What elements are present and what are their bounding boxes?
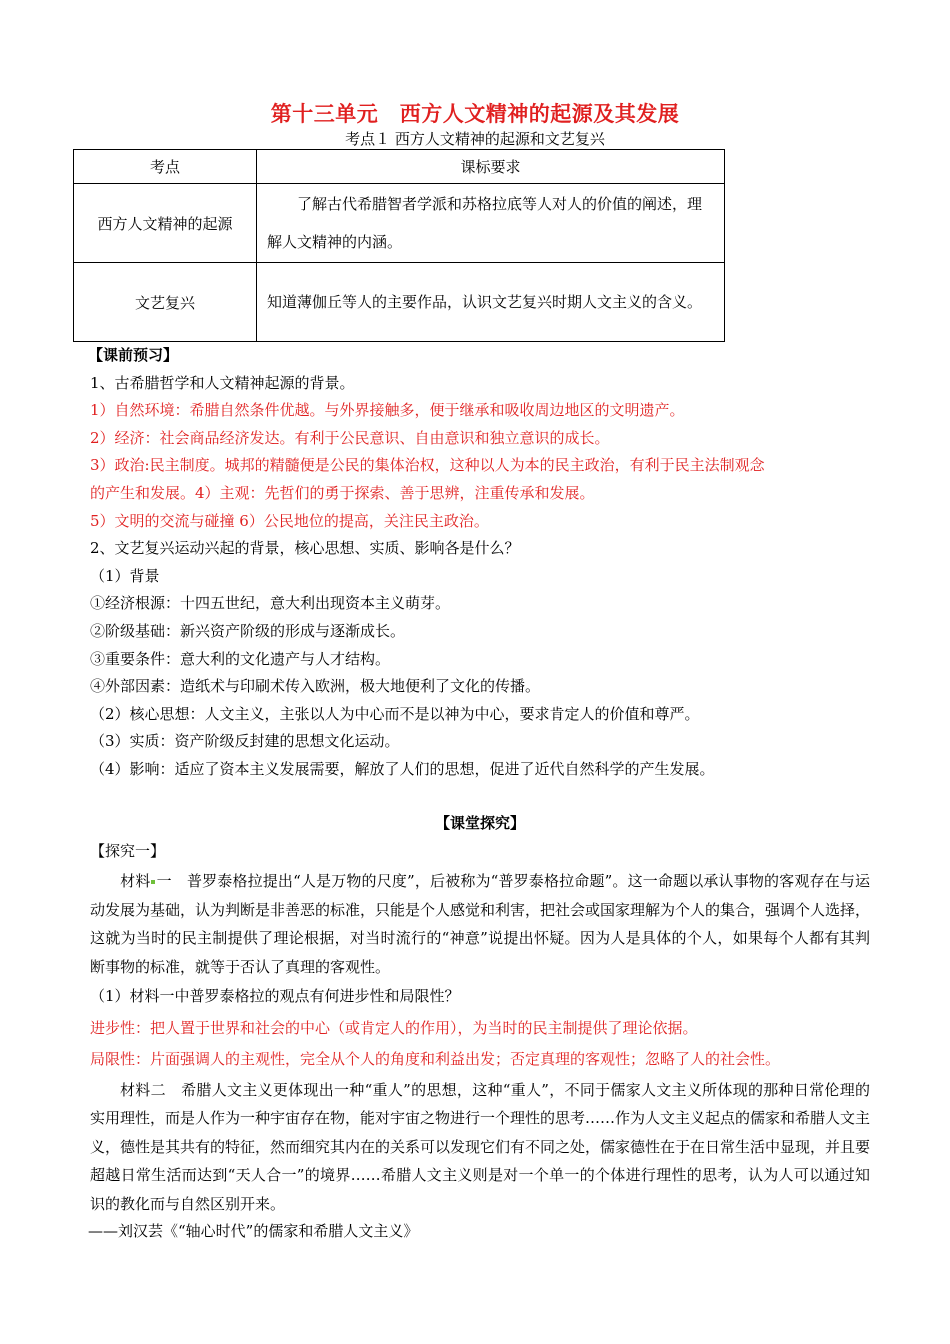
explore-question: （1）材料一中普罗泰格拉的观点有何进步性和局限性？	[90, 987, 460, 1006]
core-idea: （2）核心思想：人文主义，主张以人为中心而不是以神为中心，要求肯定人的价值和尊严。	[90, 704, 700, 723]
table-header-requirement: 课标要求	[257, 150, 725, 184]
answer-line: 3）政治:民主制度。城邦的精髓便是公民的集体治权，这种以人为本的民主政治，有利于民主法制观念	[90, 456, 765, 475]
answer-line: 1）自然环境：希腊自然条件优越。与外界接触多，便于继承和吸收周边地区的文明遗产。	[90, 401, 685, 420]
answer-limitation: 局限性：片面强调人的主观性，完全从个人的角度和利益出发；否定真理的客观性；忽略了人的社会性。	[90, 1050, 781, 1069]
table-cell-requirement: 了解古代希腊智者学派和苏格拉底等人对人的价值的阐述，理解人文精神的内涵。	[257, 184, 725, 263]
answer-line: 5）文明的交流与碰撞 6）公民地位的提高，关注民主政治。	[90, 511, 489, 530]
background-item: ④外部因素：造纸术与印刷术传入欧洲，极大地便利了文化的传播。	[90, 677, 541, 696]
preview-question-2: 2、文艺复兴运动兴起的背景，核心思想、实质、影响各是什么？	[90, 539, 520, 558]
material-1-label: 材料	[120, 872, 151, 891]
background-item: ①经济根源：十四五世纪，意大利出现资本主义萌芽。	[90, 594, 451, 613]
material-2-source: ——刘汉芸《“轴心时代”的儒家和希腊人文主义》	[88, 1222, 419, 1241]
table-cell-requirement: 知道薄伽丘等人的主要作品，认识文艺复兴时期人文主义的含义。	[257, 263, 725, 342]
page-subtitle: 考点１ 西方人文精神的起源和文艺复兴	[345, 130, 605, 148]
answer-line: 2）经济：社会商品经济发达。有利于公民意识、自由意识和独立意识的成长。	[90, 428, 610, 447]
explore-section	[90, 810, 870, 1246]
explore-heading: 【课堂探究】	[434, 814, 525, 832]
bullet-mark-icon	[151, 880, 155, 884]
background-item: ②阶级基础：新兴资产阶级的形成与逐渐成长。	[90, 621, 406, 640]
preview-section	[90, 342, 870, 784]
curriculum-table	[73, 149, 725, 342]
page-title: 第十三单元 西方人文精神的起源及其发展	[270, 102, 680, 126]
essence: （3）实质：资产阶级反封建的思想文化运动。	[90, 732, 400, 751]
background-heading: （1）背景	[90, 566, 160, 585]
preview-question-1: 1、古希腊哲学和人文精神起源的背景。	[90, 373, 355, 392]
material-2: 材料二 希腊人文主义更体现出一种“重人”的思想，这种“重人”，不同于儒家人文主义所体现的那种日常伦理的实用理性，而是人作为一种宇宙存在物，能对宇宙之物进行一个理性的思考……作为人文主义起点的儒家和希腊人文主义，德性是其共有的特征，然而细究其内在的关系可以发现它们有不同之处，儒家德性在于在日常生活中显现，并且要超越日常生活而达到“天人合一”的境界……希腊人文主义则是对一个单一的个体进行理性的思考，认为人可以通过知识的教化而与自然区别开来。	[90, 1080, 871, 1213]
table-row	[74, 184, 725, 263]
table-header-row	[74, 150, 725, 184]
table-cell-topic: 文艺复兴	[74, 263, 257, 342]
material-1	[90, 867, 870, 981]
answer-line: 的产生和发展。4）主观：先哲们的勇于探索、善于思辨，注重传承和发展。	[90, 483, 595, 502]
table-row	[74, 263, 725, 342]
answer-progress: 进步性：把人置于世界和社会的中心（或肯定人的作用），为当时的民主制提供了理论依据。	[90, 1018, 698, 1037]
table-cell-topic: 西方人文精神的起源	[74, 184, 257, 263]
table-header-topic: 考点	[74, 150, 257, 184]
preview-heading: 【课前预习】	[88, 346, 179, 364]
background-item: ③重要条件：意大利的文化遗产与人才结构。	[90, 649, 391, 668]
material-1-text: 一 普罗泰格拉提出“人是万物的尺度”，后被称为“普罗泰格拉命题”。这一命题以承认事物的客观存在与运动发展为基础，认为判断是非善恶的标准，只能是个人感觉和利害，把社会或国家理解为个人的集合，强调个人选择，这就为当时的民主制提供了理论根据，对当时流行的“神意”说提出怀疑。因为人是具体的个人，如果每个人都有其判断事物的标准，就等于否认了真理的客观性。	[90, 872, 871, 976]
explore-subheading: 【探究一】	[90, 841, 166, 860]
influence: （4）影响：适应了资本主义发展需要，解放了人们的思想，促进了近代自然科学的产生发展。	[90, 759, 715, 778]
